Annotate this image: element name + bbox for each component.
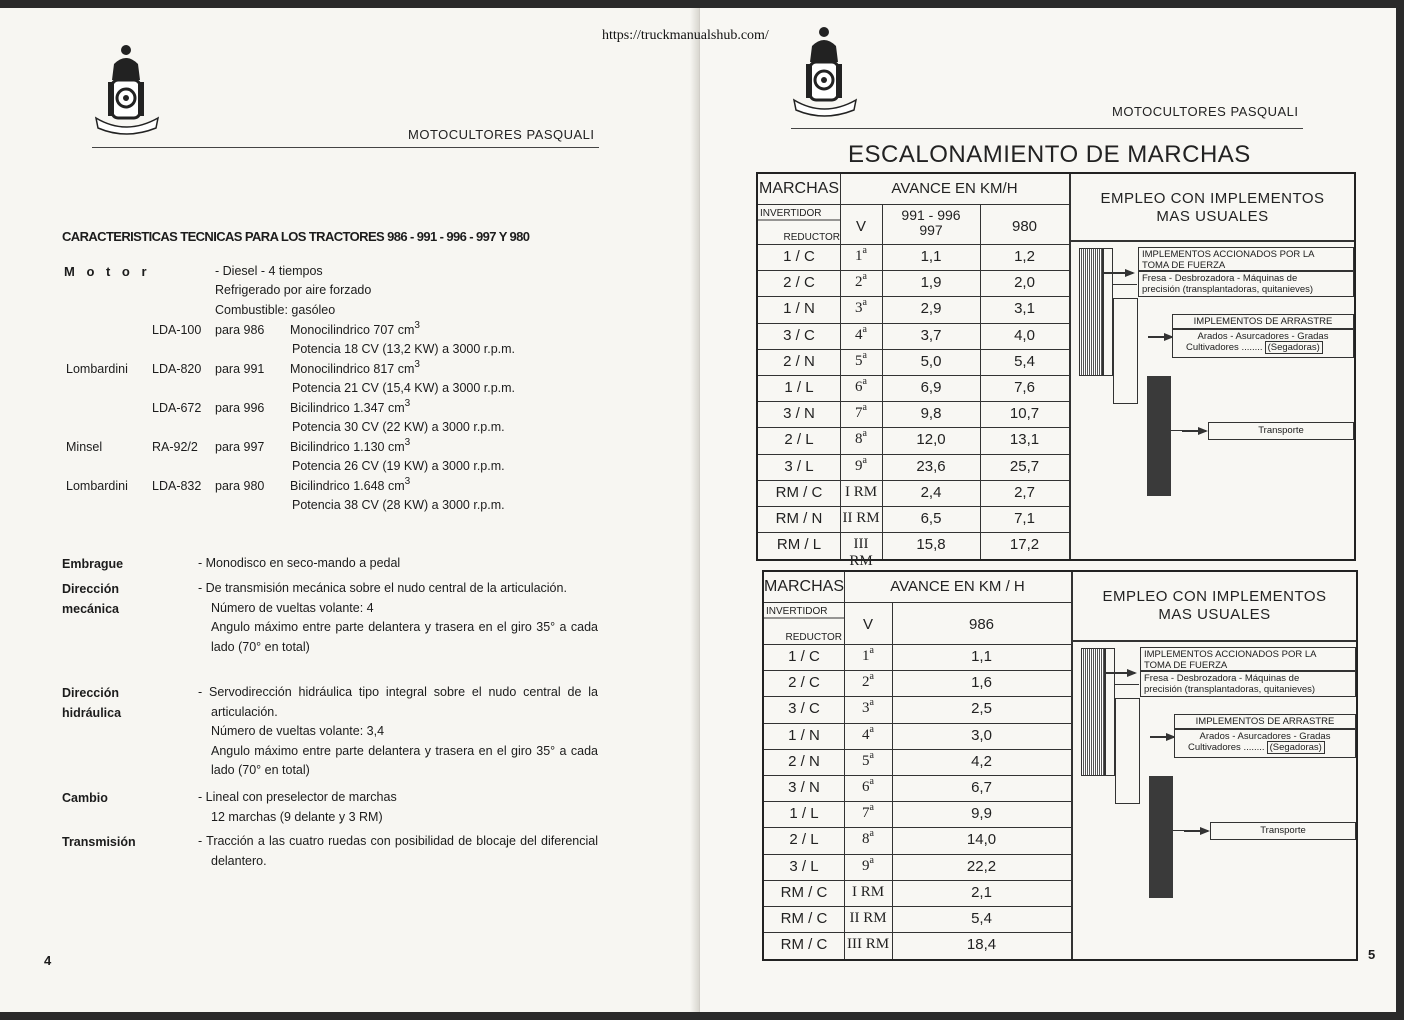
- cell-a: 2,1: [971, 883, 992, 901]
- pto-hatch-bar: [1079, 248, 1103, 376]
- engine-for: para 996: [215, 401, 265, 415]
- body-line: Angulo máximo entre parte delantera y trasera en el giro 35° a cada lado (70° en total): [211, 620, 598, 654]
- section-label-direccion-mecanica: [62, 579, 119, 619]
- cell-a: 9,9: [971, 805, 992, 823]
- empleo-line2: MAS USUALES: [1158, 606, 1271, 623]
- engine-line1: [290, 476, 411, 493]
- engine-line2: Potencia 21 CV (15,4 KW) a 3000 r.p.m.: [292, 381, 516, 395]
- row-divider: [758, 401, 1069, 402]
- row-divider: [764, 801, 1071, 802]
- row-divider: [758, 506, 1069, 507]
- ordinal-superscript: a: [869, 854, 874, 866]
- cell-m: 1 / C: [788, 648, 820, 665]
- cell-b: 3,1: [1014, 300, 1035, 318]
- gear-number: 4: [862, 726, 870, 743]
- cell-b: 2,0: [1014, 274, 1035, 292]
- engine-model: LDA-820: [152, 362, 202, 376]
- cell-v: [844, 749, 892, 770]
- cell-m: 2 / N: [783, 352, 815, 370]
- transport-arrow: [1182, 430, 1206, 432]
- drag-implements-box: [1174, 729, 1356, 758]
- cell-a: 23,6: [916, 457, 946, 475]
- pto-line2: TOMA DE FUERZA: [1144, 660, 1228, 671]
- cell-a: 15,8: [916, 536, 946, 554]
- cell-v: [844, 645, 892, 665]
- header-diagonal: [758, 218, 840, 234]
- cell-a: 3,0: [971, 726, 992, 744]
- label-line: hidráulica: [62, 706, 122, 720]
- drag-arrow: [1148, 336, 1172, 338]
- page-number-left: 4: [44, 953, 52, 968]
- cell-a: 12,0: [916, 431, 946, 449]
- engine-for: para 980: [215, 479, 265, 493]
- engine-displacement: Monocilindrico 817 cm: [290, 362, 415, 376]
- row-divider: [758, 323, 1069, 324]
- cell-v: [840, 454, 882, 475]
- gear-number: I RM: [844, 483, 878, 500]
- cell-a: 2,9: [920, 300, 942, 318]
- ordinal-superscript: a: [869, 802, 874, 814]
- header-col-b: 980: [1011, 218, 1038, 235]
- section-label-embrague: [62, 554, 123, 574]
- section-label-transmision: [62, 832, 136, 852]
- label-line: Dirección: [62, 582, 119, 596]
- ordinal-superscript: a: [869, 697, 874, 709]
- gear-number: II RM: [849, 910, 887, 926]
- header-rule: [791, 128, 1303, 129]
- cell-v: [840, 349, 882, 370]
- cell-m: 2 / C: [783, 274, 815, 292]
- pto-arrow: [1103, 272, 1133, 274]
- header-empleo: [1073, 588, 1356, 624]
- cell-v: [840, 376, 882, 396]
- row-divider: [758, 270, 1069, 271]
- row-divider: [764, 827, 1071, 828]
- cell-v: [844, 828, 892, 848]
- row-divider: [764, 749, 1071, 750]
- engine-for: para 997: [215, 440, 265, 454]
- engine-maker: Lombardini: [66, 479, 128, 493]
- header-marchas: MARCHAS: [758, 180, 839, 197]
- cell-v: [840, 271, 882, 291]
- motor-general-1: - Diesel - 4 tiempos: [215, 264, 323, 278]
- cultivadores-text: Cultivadores ........: [1188, 742, 1265, 753]
- cell-v: [840, 297, 882, 317]
- transport-label-box: Transporte: [1208, 422, 1354, 440]
- row-divider: [758, 454, 1069, 455]
- cell-m: 3 / C: [783, 326, 815, 344]
- cell-b: 2,7: [1014, 483, 1035, 501]
- body-line: - Lineal con preselector de marchas: [198, 790, 397, 804]
- cultivadores-text: Cultivadores ........: [1186, 342, 1263, 353]
- gear-number: 2: [862, 674, 870, 691]
- body-line: - Tracción a las cuatro ruedas con posibilidad de blocaje del diferencial delantero.: [198, 834, 598, 868]
- header-empleo: [1071, 190, 1354, 226]
- source-url-link[interactable]: https://truckmanualshub.com/: [602, 28, 769, 43]
- section-body-cambio: [198, 788, 598, 827]
- gear-number: 6: [855, 379, 863, 395]
- empleo-line1: EMPLEO CON IMPLEMENTOS: [1100, 190, 1325, 207]
- cell-v: [844, 910, 892, 927]
- cell-a: 22,2: [966, 857, 997, 875]
- header-v: V: [862, 616, 873, 633]
- pto-implements-box: [1140, 671, 1356, 697]
- label-line: Transmisión: [62, 835, 136, 849]
- pto-label-box: [1140, 647, 1356, 671]
- empleo-line2: MAS USUALES: [1156, 208, 1269, 225]
- section-body-transmision: [198, 832, 598, 871]
- engine-model: LDA-100: [152, 323, 202, 337]
- cell-v: [844, 802, 892, 822]
- ordinal-superscript: a: [862, 349, 867, 361]
- gear-number: 7: [855, 405, 863, 422]
- header-diagonal: [764, 616, 844, 632]
- engine-displacement: Bicilindrico 1.347 cm: [290, 401, 405, 415]
- cell-a: 6,9: [920, 379, 942, 396]
- cell-m: 2 / L: [789, 831, 819, 849]
- cell-m: RM / C: [780, 936, 828, 954]
- header-col-a: 986: [968, 616, 995, 633]
- cell-m: 2 / N: [788, 752, 820, 770]
- gear-number: 1: [855, 248, 863, 264]
- gear-number: 5: [862, 752, 870, 769]
- row-divider: [764, 854, 1071, 855]
- row-divider: [764, 696, 1071, 697]
- cell-v: [840, 510, 882, 527]
- gear-number: I RM: [851, 883, 885, 900]
- header-avance: AVANCE EN KM/H: [891, 180, 1018, 197]
- ordinal-superscript: a: [862, 297, 867, 309]
- cell-m: RM / C: [780, 910, 828, 927]
- gear-number: 4: [855, 326, 863, 343]
- gear-number: II RM: [842, 510, 880, 526]
- pto-bracket: [1105, 648, 1115, 776]
- pto-line1: IMPLEMENTOS ACCIONADOS POR LA: [1144, 649, 1317, 660]
- fresa-line1: Fresa - Desbrozadora - Máquinas de: [1144, 673, 1300, 684]
- cell-v: [840, 323, 882, 344]
- drag-bracket: [1115, 698, 1140, 804]
- ordinal-superscript: a: [869, 671, 874, 683]
- gear-number: III RM: [849, 536, 873, 570]
- engine-line2: Potencia 30 CV (22 KW) a 3000 r.p.m.: [292, 420, 505, 434]
- cell-b: 13,1: [1009, 431, 1040, 449]
- ordinal-superscript: a: [862, 245, 867, 256]
- header-v: V: [855, 218, 866, 235]
- cell-a: 6,7: [971, 779, 992, 796]
- cell-v: [844, 723, 892, 744]
- cell-m: RM / C: [775, 483, 823, 501]
- cell-a: 2,5: [971, 700, 992, 718]
- cell-m: 1 / N: [783, 300, 815, 318]
- header-invertidor: INVERTIDOR: [766, 606, 828, 617]
- header-marchas: MARCHAS: [764, 578, 845, 595]
- gear-number: 3: [855, 300, 863, 317]
- row-divider: [764, 775, 1071, 776]
- brand-name: MOTOCULTORES PASQUALI: [408, 127, 595, 142]
- pasquali-logo-icon: [790, 22, 860, 118]
- gear-number: 9: [855, 457, 863, 474]
- cell-v: [844, 854, 892, 875]
- cell-a: 4,2: [971, 752, 992, 770]
- cell-v: [840, 402, 882, 422]
- row-divider: [758, 427, 1069, 428]
- transport-bar: [1147, 376, 1171, 496]
- header-invertidor: INVERTIDOR: [760, 208, 822, 219]
- gear-number: 8: [862, 831, 870, 848]
- engine-line2: Potencia 38 CV (28 KW) a 3000 r.p.m.: [292, 498, 505, 512]
- header-reductor: REDUCTOR: [783, 232, 840, 243]
- transport-connector: [1171, 430, 1183, 431]
- engine-line1: [290, 398, 411, 415]
- section-body-direccion-hidraulica: [198, 683, 598, 781]
- row-divider: [758, 349, 1069, 350]
- ordinal-superscript: a: [869, 749, 874, 761]
- label-line: Embrague: [62, 557, 124, 571]
- pto-implements-box: [1138, 271, 1354, 297]
- engine-line2: Potencia 26 CV (19 KW) a 3000 r.p.m.: [292, 459, 505, 473]
- ordinal-superscript: a: [862, 402, 867, 414]
- arados-line2: [1178, 742, 1352, 753]
- header-rule: [92, 147, 599, 148]
- cm3-superscript: 3: [414, 359, 420, 370]
- cell-v: [840, 536, 882, 570]
- cell-b: 17,2: [1009, 536, 1040, 554]
- cell-m: 1 / C: [783, 248, 815, 265]
- label-line: Dirección: [62, 686, 119, 700]
- header-col-a-line1: 991 - 996: [901, 207, 961, 223]
- cell-b: 7,1: [1014, 510, 1035, 527]
- cell-b: 25,7: [1009, 457, 1040, 475]
- segadoras-text: (Segadoras): [1267, 741, 1325, 754]
- cell-m: 2 / C: [788, 674, 820, 692]
- row-divider: [764, 880, 1071, 881]
- empleo-line1: EMPLEO CON IMPLEMENTOS: [1102, 588, 1327, 605]
- gear-number: 9: [862, 857, 870, 874]
- header-col-a: [882, 208, 980, 238]
- motor-label: M o t o r: [64, 264, 151, 279]
- label-line: mecánica: [62, 602, 119, 616]
- drag-arrow: [1150, 736, 1174, 738]
- cell-a: 1,1: [920, 248, 942, 265]
- brand-name: MOTOCULTORES PASQUALI: [1112, 104, 1299, 119]
- gear-number: 5: [855, 352, 863, 369]
- gear-number: III RM: [846, 936, 890, 953]
- pto-connector: [1113, 284, 1137, 285]
- pto-connector: [1115, 684, 1139, 685]
- pto-hatch-bar: [1081, 648, 1105, 776]
- cell-v: [840, 428, 882, 448]
- engine-displacement: Bicilindrico 1.648 cm: [290, 479, 405, 493]
- pasquali-logo-icon: [92, 40, 162, 136]
- gear-table-title: ESCALONAMIENTO DE MARCHAS: [848, 141, 1251, 168]
- cm3-superscript: 3: [404, 476, 411, 487]
- fresa-line1: Fresa - Desbrozadora - Máquinas de: [1142, 273, 1298, 284]
- gear-number: 6: [862, 779, 870, 795]
- ordinal-superscript: a: [862, 323, 867, 335]
- body-line: - Servodirección hidráulica tipo integral sobre el nudo central de la articulación.: [198, 685, 598, 719]
- cell-a: 1,6: [971, 674, 992, 692]
- cell-m: 2 / L: [784, 431, 814, 449]
- body-line: Angulo máximo entre parte delantera y trasera en el giro 35° a cada lado (70° en total): [211, 743, 598, 778]
- gear-table-2: [762, 570, 1358, 961]
- cm3-superscript: 3: [404, 437, 411, 448]
- gear-table-1: [756, 172, 1356, 570]
- arados-line1: Arados - Asurcadores - Gradas: [1199, 731, 1331, 742]
- row-divider: [764, 723, 1071, 724]
- pto-label-box: [1138, 247, 1354, 271]
- drag-label-box: IMPLEMENTOS DE ARRASTRE: [1174, 714, 1356, 729]
- doc-title: CARACTERISTICAS TECNICAS PARA LOS TRACTORES 986 - 991 - 996 - 997 Y 980: [62, 229, 530, 244]
- fresa-line2: precisión (transplantadoras, quitanieves): [1142, 284, 1314, 295]
- section-body-embrague: [198, 554, 598, 574]
- engine-model: LDA-832: [152, 479, 202, 493]
- cell-v: [844, 884, 892, 901]
- cell-v: [840, 484, 882, 501]
- cell-m: 3 / L: [784, 457, 814, 475]
- engine-line2: Potencia 18 CV (13,2 KW) a 3000 r.p.m.: [292, 342, 516, 356]
- section-label-cambio: [62, 788, 108, 808]
- row-divider: [758, 375, 1069, 376]
- page-left: [0, 8, 700, 1012]
- gear-number: 7: [862, 805, 870, 822]
- pto-bracket: [1103, 248, 1113, 376]
- section-body-direccion-mecanica: [198, 579, 598, 657]
- gear-number: 3: [862, 700, 870, 717]
- cell-b: 7,6: [1014, 379, 1035, 396]
- cm3-superscript: 3: [404, 398, 411, 409]
- cell-a: 1,9: [920, 274, 942, 292]
- pto-arrow: [1105, 672, 1135, 674]
- engine-displacement: Bicilindrico 1.130 cm: [290, 440, 405, 454]
- transport-arrow: [1184, 830, 1208, 832]
- motor-general-2: Refrigerado por aire forzado: [215, 283, 372, 297]
- ordinal-superscript: a: [862, 376, 867, 387]
- cell-b: 5,4: [1014, 352, 1035, 370]
- cell-v: [844, 776, 892, 796]
- body-line: - Monodisco en seco-mando a pedal: [198, 556, 401, 570]
- row-divider: [764, 932, 1071, 933]
- ordinal-superscript: a: [869, 723, 874, 735]
- cell-a: 18,4: [966, 936, 997, 954]
- cell-m: 3 / N: [783, 405, 815, 423]
- cell-m: 1 / L: [789, 805, 819, 823]
- body-line: 12 marchas (9 delante y 3 RM): [211, 809, 383, 824]
- cell-m: 3 / C: [788, 700, 820, 718]
- header-reductor: REDUCTOR: [785, 632, 842, 643]
- cell-a: 2,4: [920, 483, 942, 501]
- page-number-right: 5: [1368, 947, 1376, 962]
- engine-line1: [290, 320, 420, 337]
- cell-m: 3 / N: [788, 779, 820, 796]
- drag-label-box: IMPLEMENTOS DE ARRASTRE: [1172, 314, 1354, 329]
- ordinal-superscript: a: [862, 271, 867, 283]
- drag-bracket: [1113, 298, 1138, 404]
- cell-b: 10,7: [1009, 405, 1040, 423]
- cell-m: RM / N: [775, 510, 823, 527]
- body-line: Número de vueltas volante: 4: [211, 600, 374, 615]
- row-divider: [764, 670, 1071, 671]
- ordinal-superscript: a: [862, 428, 867, 440]
- motor-general-3: Combustible: gasóleo: [215, 303, 336, 317]
- cell-m: 1 / N: [788, 726, 820, 744]
- pto-line2: TOMA DE FUERZA: [1142, 260, 1226, 271]
- engine-for: para 991: [215, 362, 265, 376]
- transport-label-box: Transporte: [1210, 822, 1356, 840]
- engine-for: para 986: [215, 323, 265, 337]
- engine-line1: [290, 437, 411, 454]
- engine-maker: Lombardini: [66, 362, 128, 376]
- body-line: - De transmisión mecánica sobre el nudo central de la articulación.: [198, 581, 567, 595]
- arados-line2: [1176, 342, 1350, 353]
- engine-displacement: Monocilindrico 707 cm: [290, 323, 415, 337]
- header-avance: AVANCE EN KM / H: [890, 578, 1025, 595]
- segadoras-text: (Segadoras): [1265, 341, 1323, 354]
- header-col-a-line2: 997: [919, 222, 943, 238]
- cell-v: [844, 671, 892, 691]
- ordinal-superscript: a: [862, 454, 867, 466]
- cell-m: RM / C: [780, 883, 828, 901]
- cell-a: 6,5: [920, 510, 942, 527]
- cell-b: 4,0: [1014, 326, 1035, 344]
- pto-line1: IMPLEMENTOS ACCIONADOS POR LA: [1142, 249, 1315, 260]
- cell-v: [844, 936, 892, 953]
- gear-number: 2: [855, 274, 863, 291]
- gear-number: 8: [855, 431, 863, 448]
- row-divider: [758, 532, 1069, 533]
- drag-implements-box: [1172, 329, 1354, 358]
- cell-m: 3 / L: [789, 857, 819, 875]
- cm3-superscript: 3: [414, 320, 420, 331]
- body-line: Número de vueltas volante: 3,4: [211, 724, 385, 739]
- engine-line1: [290, 359, 420, 376]
- ordinal-superscript: a: [869, 645, 874, 656]
- transport-connector: [1173, 830, 1185, 831]
- arados-line1: Arados - Asurcadores - Gradas: [1197, 331, 1329, 342]
- fresa-line2: precisión (transplantadoras, quitanieves): [1144, 684, 1316, 695]
- engine-maker: Minsel: [66, 440, 103, 454]
- cell-a: 5,0: [920, 352, 942, 370]
- ordinal-superscript: a: [869, 776, 874, 787]
- cell-a: 5,4: [971, 910, 992, 927]
- row-divider: [764, 906, 1071, 907]
- cell-m: RM / L: [776, 536, 822, 554]
- row-divider: [758, 480, 1069, 481]
- row-divider: [758, 296, 1069, 297]
- cell-a: 9,8: [920, 405, 942, 423]
- engine-model: RA-92/2: [152, 440, 198, 454]
- gear-number: 1: [862, 648, 870, 664]
- label-line: Cambio: [62, 791, 108, 805]
- cell-v: [844, 697, 892, 717]
- section-label-direccion-hidraulica: [62, 683, 121, 723]
- cell-m: 1 / L: [784, 379, 814, 396]
- cell-v: [840, 245, 882, 265]
- cell-a: 3,7: [920, 326, 942, 344]
- cell-a: 1,1: [971, 648, 992, 665]
- cell-a: 14,0: [966, 831, 997, 849]
- ordinal-superscript: a: [869, 828, 874, 840]
- engine-model: LDA-672: [152, 401, 202, 415]
- cell-b: 1,2: [1014, 248, 1035, 265]
- transport-bar: [1149, 776, 1173, 898]
